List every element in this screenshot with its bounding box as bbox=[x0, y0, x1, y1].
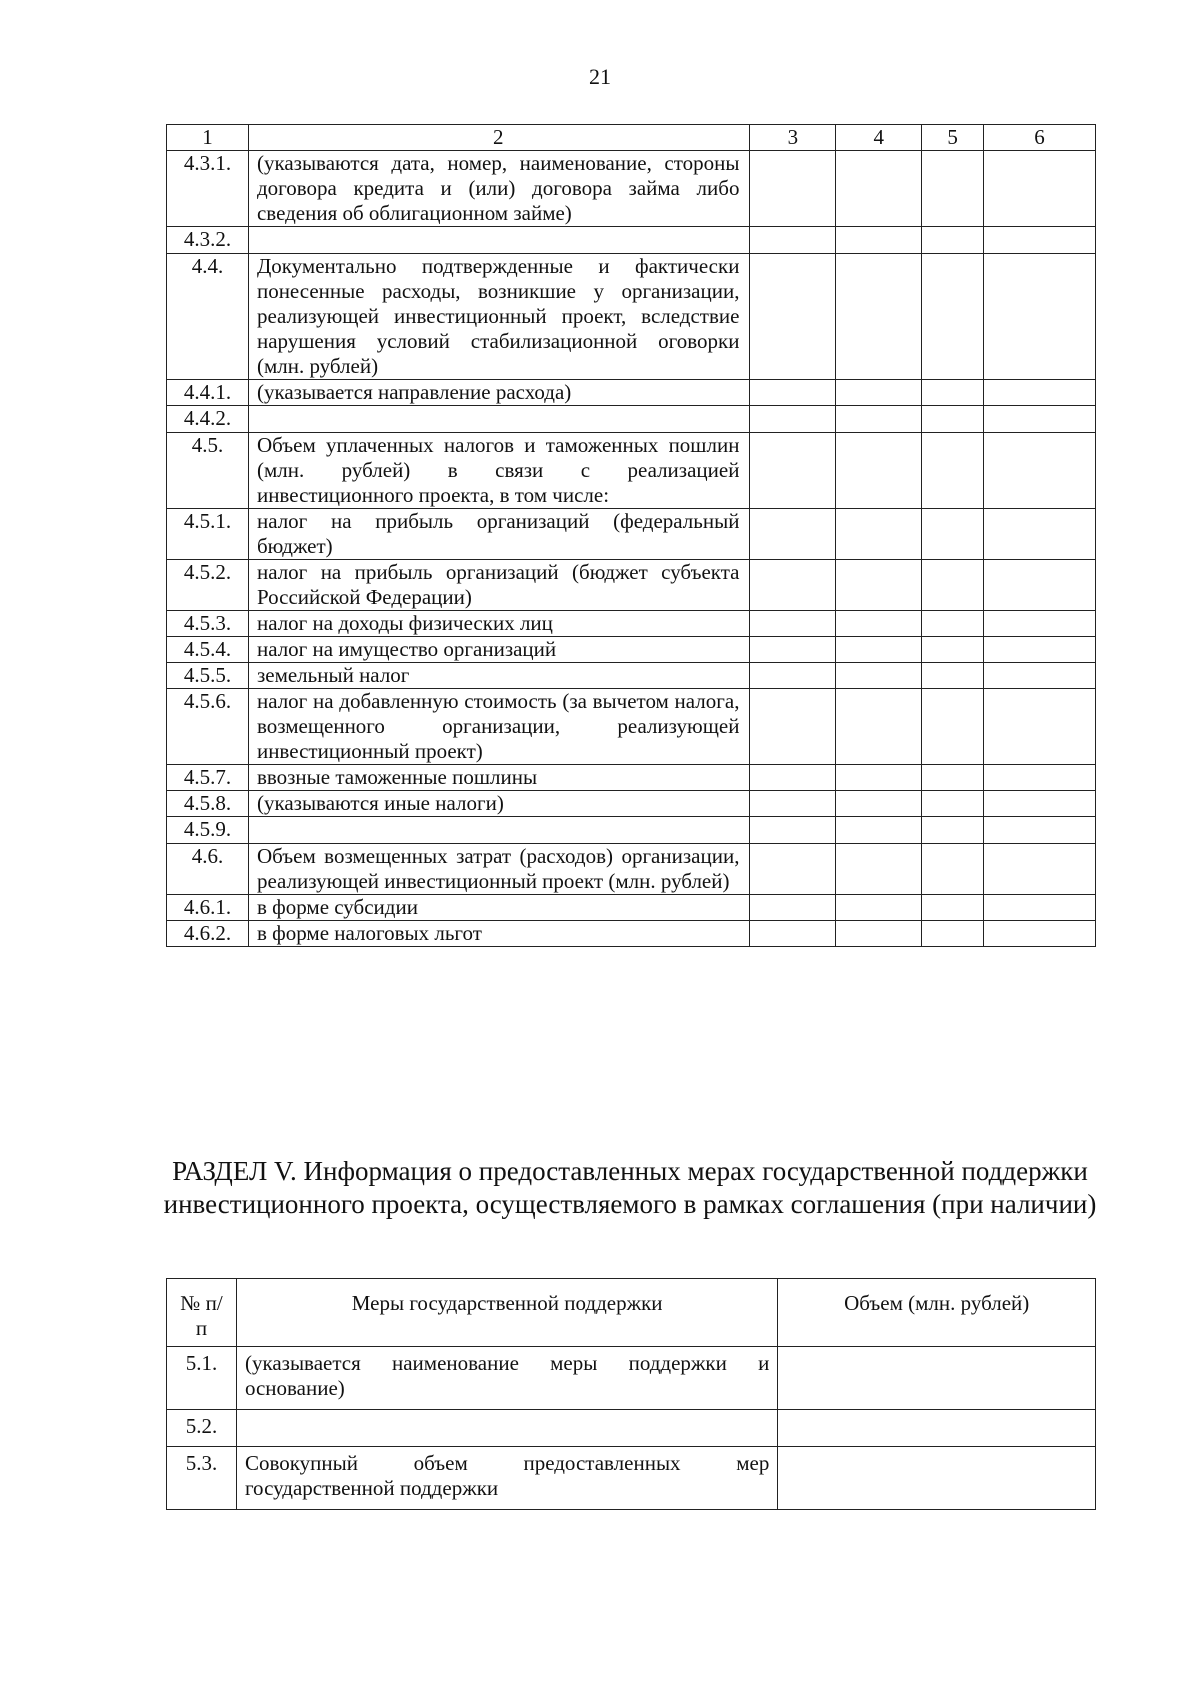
value-cell bbox=[750, 406, 836, 433]
row-number: 5.1. bbox=[167, 1347, 237, 1410]
row-number: 4.4. bbox=[167, 254, 249, 380]
value-cell bbox=[836, 509, 922, 560]
row-number: 4.5.2. bbox=[167, 560, 249, 611]
table-row bbox=[167, 509, 1096, 560]
indicators-table bbox=[166, 124, 1096, 947]
value-cell bbox=[984, 817, 1096, 844]
value-cell bbox=[750, 509, 836, 560]
table-row bbox=[167, 254, 1096, 380]
value-cell bbox=[750, 254, 836, 380]
support-measures-table bbox=[166, 1278, 1096, 1510]
table-row bbox=[167, 560, 1096, 611]
value-cell bbox=[922, 895, 984, 921]
column-header: 4 bbox=[836, 125, 922, 151]
row-description: налог на имущество организаций bbox=[248, 637, 750, 663]
table-header-row bbox=[167, 1279, 1096, 1347]
column-header-volume: Объем (млн. рублей) bbox=[778, 1279, 1096, 1347]
table-row bbox=[167, 1347, 1096, 1410]
row-description bbox=[236, 1410, 777, 1447]
row-number: 4.5.3. bbox=[167, 611, 249, 637]
row-description: налог на доходы физических лиц bbox=[248, 611, 750, 637]
value-cell bbox=[750, 227, 836, 254]
row-number: 4.6.2. bbox=[167, 921, 249, 947]
value-cell bbox=[836, 895, 922, 921]
table-row bbox=[167, 1410, 1096, 1447]
value-cell bbox=[984, 406, 1096, 433]
value-cell bbox=[922, 791, 984, 817]
row-number: 4.5.7. bbox=[167, 765, 249, 791]
value-cell bbox=[836, 254, 922, 380]
table-row bbox=[167, 433, 1096, 509]
value-cell bbox=[922, 663, 984, 689]
value-cell bbox=[750, 791, 836, 817]
value-cell bbox=[750, 380, 836, 406]
value-cell bbox=[750, 611, 836, 637]
row-description bbox=[248, 406, 750, 433]
value-cell bbox=[836, 406, 922, 433]
value-cell bbox=[922, 560, 984, 611]
table-row bbox=[167, 791, 1096, 817]
value-cell bbox=[836, 637, 922, 663]
value-cell bbox=[922, 509, 984, 560]
value-cell bbox=[984, 509, 1096, 560]
value-cell bbox=[984, 791, 1096, 817]
value-cell bbox=[836, 765, 922, 791]
value-cell bbox=[836, 791, 922, 817]
row-description: в форме субсидии bbox=[248, 895, 750, 921]
row-number: 4.6.1. bbox=[167, 895, 249, 921]
value-cell bbox=[836, 151, 922, 227]
value-cell bbox=[922, 433, 984, 509]
table-row bbox=[167, 895, 1096, 921]
row-number: 4.5.9. bbox=[167, 817, 249, 844]
value-cell bbox=[836, 560, 922, 611]
value-cell bbox=[922, 611, 984, 637]
table-row bbox=[167, 637, 1096, 663]
column-header: 1 bbox=[167, 125, 249, 151]
value-cell bbox=[922, 227, 984, 254]
row-number: 4.4.1. bbox=[167, 380, 249, 406]
value-cell bbox=[922, 817, 984, 844]
value-cell bbox=[750, 151, 836, 227]
value-cell bbox=[922, 380, 984, 406]
table-row bbox=[167, 151, 1096, 227]
value-cell bbox=[984, 895, 1096, 921]
row-number: 4.5.4. bbox=[167, 637, 249, 663]
value-cell bbox=[922, 765, 984, 791]
value-cell bbox=[750, 433, 836, 509]
value-cell bbox=[984, 433, 1096, 509]
row-number: 4.5.6. bbox=[167, 689, 249, 765]
column-header: 6 bbox=[984, 125, 1096, 151]
table-row bbox=[167, 817, 1096, 844]
table-row bbox=[167, 765, 1096, 791]
table-row bbox=[167, 921, 1096, 947]
table-row bbox=[167, 689, 1096, 765]
value-cell bbox=[778, 1410, 1096, 1447]
row-description: (указываются дата, номер, наименование, стороны договора кредита и (или) договора займа либо сведения об облигационном займе) bbox=[248, 151, 750, 227]
row-number: 4.4.2. bbox=[167, 406, 249, 433]
value-cell bbox=[984, 844, 1096, 895]
value-cell bbox=[922, 151, 984, 227]
value-cell bbox=[750, 663, 836, 689]
value-cell bbox=[922, 637, 984, 663]
column-header: 2 bbox=[248, 125, 750, 151]
value-cell bbox=[750, 560, 836, 611]
column-header-measures: Меры государственной поддержки bbox=[236, 1279, 777, 1347]
value-cell bbox=[836, 844, 922, 895]
table-row bbox=[167, 1447, 1096, 1510]
value-cell bbox=[984, 663, 1096, 689]
row-description: Объем уплаченных налогов и таможенных пошлин (млн. рублей) в связи с реализацией инвестиционного проекта, в том числе: bbox=[248, 433, 750, 509]
row-description: земельный налог bbox=[248, 663, 750, 689]
value-cell bbox=[984, 637, 1096, 663]
value-cell bbox=[984, 921, 1096, 947]
row-description bbox=[248, 227, 750, 254]
column-header: 3 bbox=[750, 125, 836, 151]
value-cell bbox=[750, 895, 836, 921]
value-cell bbox=[984, 560, 1096, 611]
row-number: 5.2. bbox=[167, 1410, 237, 1447]
value-cell bbox=[836, 433, 922, 509]
table-row bbox=[167, 406, 1096, 433]
value-cell bbox=[836, 663, 922, 689]
table-header-row bbox=[167, 125, 1096, 151]
row-number: 5.3. bbox=[167, 1447, 237, 1510]
value-cell bbox=[750, 844, 836, 895]
value-cell bbox=[750, 921, 836, 947]
value-cell bbox=[984, 254, 1096, 380]
value-cell bbox=[836, 817, 922, 844]
value-cell bbox=[836, 227, 922, 254]
value-cell bbox=[922, 254, 984, 380]
row-description: Совокупный объем предоставленных мер государственной поддержки bbox=[236, 1447, 777, 1510]
row-number: 4.5. bbox=[167, 433, 249, 509]
value-cell bbox=[984, 380, 1096, 406]
column-header: 5 bbox=[922, 125, 984, 151]
value-cell bbox=[750, 765, 836, 791]
table-row bbox=[167, 663, 1096, 689]
value-cell bbox=[984, 765, 1096, 791]
row-description: Объем возмещенных затрат (расходов) организации, реализующей инвестиционный проект (млн. рублей) bbox=[248, 844, 750, 895]
row-number: 4.5.5. bbox=[167, 663, 249, 689]
value-cell bbox=[750, 817, 836, 844]
row-description: налог на прибыль организаций (федеральный бюджет) bbox=[248, 509, 750, 560]
value-cell bbox=[750, 637, 836, 663]
row-description: (указывается наименование меры поддержки и основание) bbox=[236, 1347, 777, 1410]
value-cell bbox=[836, 611, 922, 637]
row-description: (указывается направление расхода) bbox=[248, 380, 750, 406]
row-description: Документально подтвержденные и фактически понесенные расходы, возникшие у организации, реализующей инвестиционный проект, вследствие нарушения условий стабилизационной оговорки (млн. рублей) bbox=[248, 254, 750, 380]
row-description: ввозные таможенные пошлины bbox=[248, 765, 750, 791]
value-cell bbox=[922, 689, 984, 765]
table-row bbox=[167, 227, 1096, 254]
value-cell bbox=[984, 151, 1096, 227]
page-number: 21 bbox=[589, 64, 611, 89]
section-v-title: РАЗДЕЛ V. Информация о предоставленных мерах государственной поддержки инвестиционного проекта, осуществляемого в рамках соглашения (при наличии) bbox=[163, 1156, 1097, 1219]
row-description: в форме налоговых льгот bbox=[248, 921, 750, 947]
row-number: 4.5.1. bbox=[167, 509, 249, 560]
value-cell bbox=[750, 689, 836, 765]
table-row bbox=[167, 380, 1096, 406]
value-cell bbox=[836, 689, 922, 765]
value-cell bbox=[984, 611, 1096, 637]
value-cell bbox=[984, 689, 1096, 765]
value-cell bbox=[984, 227, 1096, 254]
value-cell bbox=[922, 406, 984, 433]
row-number: 4.5.8. bbox=[167, 791, 249, 817]
column-header-number: № п/п bbox=[167, 1279, 237, 1347]
row-number: 4.3.1. bbox=[167, 151, 249, 227]
value-cell bbox=[922, 844, 984, 895]
row-description bbox=[248, 817, 750, 844]
value-cell bbox=[836, 380, 922, 406]
row-description: налог на добавленную стоимость (за вычетом налога, возмещенного организации, реализующей инвестиционный проект) bbox=[248, 689, 750, 765]
value-cell bbox=[778, 1347, 1096, 1410]
row-number: 4.3.2. bbox=[167, 227, 249, 254]
row-description: налог на прибыль организаций (бюджет субъекта Российской Федерации) bbox=[248, 560, 750, 611]
row-description: (указываются иные налоги) bbox=[248, 791, 750, 817]
row-number: 4.6. bbox=[167, 844, 249, 895]
value-cell bbox=[778, 1447, 1096, 1510]
table-row bbox=[167, 611, 1096, 637]
table-row bbox=[167, 844, 1096, 895]
value-cell bbox=[922, 921, 984, 947]
value-cell bbox=[836, 921, 922, 947]
